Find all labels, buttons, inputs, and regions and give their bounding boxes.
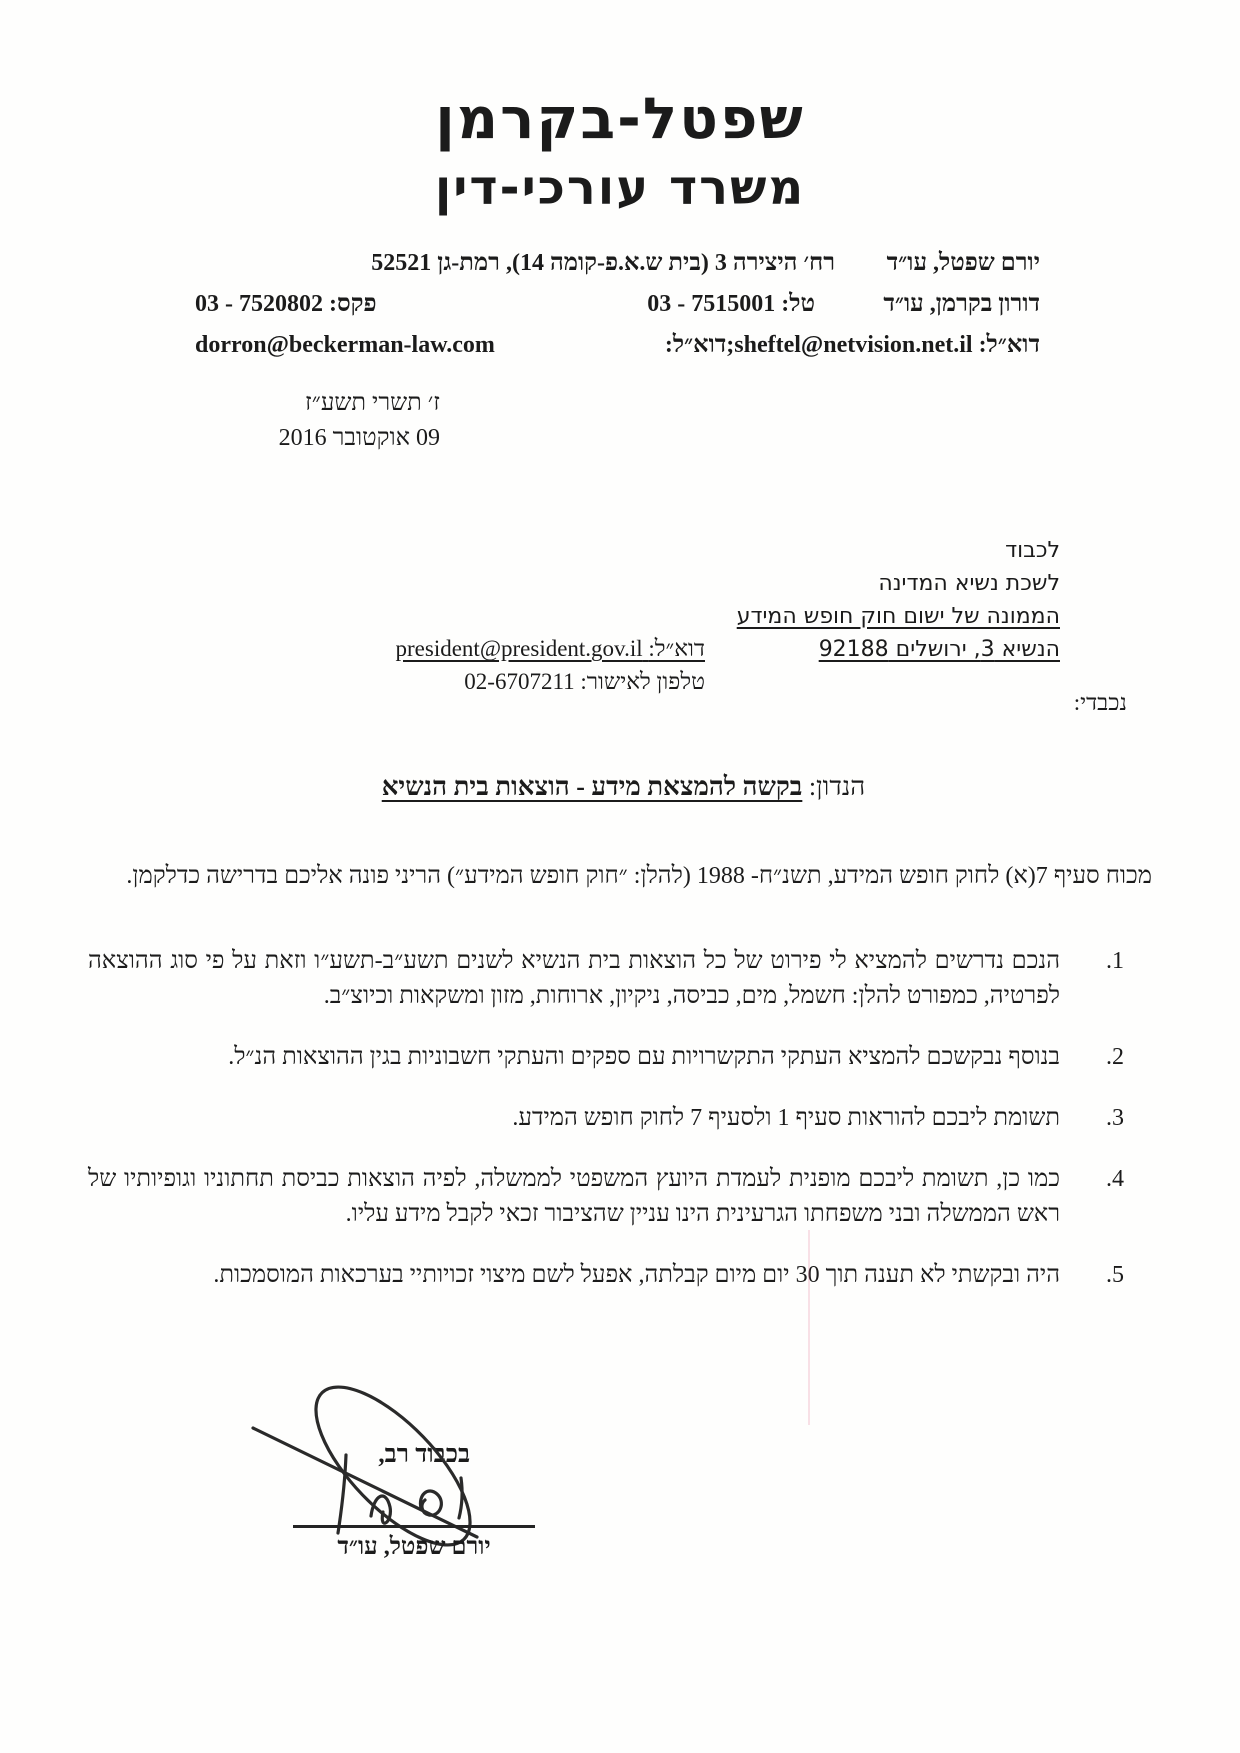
letterhead-contact-block <box>190 250 1040 375</box>
fax-number: 03 - 7520802 <box>195 291 323 317</box>
list-item <box>88 1162 1124 1232</box>
recipient-block <box>737 534 1060 666</box>
office-address: רח׳ היצירה 3 (בית ש.א.פ-קומה 14), רמת-גן 52521 <box>371 250 835 276</box>
lawyer2-name: דורון בקרמן, עו״ד <box>883 291 1040 317</box>
subject-text: בקשה להמצאת מידע - הוצאות בית הנשיא <box>381 772 803 801</box>
email-line-sheftel <box>665 332 1040 359</box>
list-item <box>88 944 1124 1014</box>
signer-name: יורם שפטל, עו״ד <box>293 1525 535 1561</box>
item-text: הנכם נדרשים להמציא לי פירוט של כל הוצאות בית הנשיא לשנים תשע״ב-תשע״ו וזאת על פי סוג ההוצאה לפרטיה, כמפורט להלן: חשמל, מים, כביסה, ניקיון, ארוחות, מזון ומשקאות וכיוצ״ב. <box>88 948 1060 1009</box>
intro-paragraph: מכוח סעיף 7(א) לחוק חופש המידע, תשנ״ח- 1988 (להלן: ״חוק חופש המידע״) הריני פונה אליכם בדרישה כדלקמן. <box>126 863 1152 889</box>
recipient-email-label: דוא״ל: <box>648 636 705 661</box>
recipient-address: הנשיא 3, ירושלים 92188 <box>818 637 1060 662</box>
recipient-email-address: president@president.gov.il <box>395 636 643 661</box>
item-text: תשומת ליבכם להוראות סעיף 1 ולסעיף 7 לחוק חופש המידע. <box>512 1105 1060 1131</box>
date-block <box>279 386 440 456</box>
hebrew-date: ז׳ תשרי תשע״ז <box>305 390 440 416</box>
tel-label: טל: <box>781 291 815 317</box>
item-text: בנוסף נבקשכם להמציא העתקי התקשרויות עם ספקים והעתקי חשבוניות בגין ההוצאות הנ״ל. <box>228 1044 1060 1070</box>
item-number: 5. <box>1106 1262 1124 1288</box>
signature-stroke <box>420 1491 441 1515</box>
firm-name: שפטל-בקרמן <box>435 86 805 152</box>
recipient-office: לשכת נשיא המדינה <box>878 571 1060 596</box>
list-item <box>88 1258 1124 1293</box>
closing-salutation: בכבוד רב, <box>378 1441 470 1468</box>
recipient-email-line <box>396 632 705 665</box>
tel-number: 03 - 7515001 <box>647 291 776 317</box>
item-number: 4. <box>1106 1166 1124 1192</box>
email1-address: sheftel@netvision.net.il <box>734 332 973 358</box>
lawyer1-name: יורם שפטל, עו״ד <box>886 250 1040 276</box>
signature-stroke <box>253 1428 477 1537</box>
gregorian-date: 09 אוקטובר 2016 <box>278 425 440 451</box>
fax-line <box>195 291 377 318</box>
recipient-salutation: לכבוד <box>1005 538 1060 563</box>
list-item <box>88 1101 1124 1136</box>
list-item <box>88 1040 1124 1075</box>
signature-stroke <box>371 1496 390 1523</box>
item-text: היה ובקשתי לא תענה תוך 30 יום מיום קבלתה, אפעל לשם מיצוי זכויותיי בערכאות המוסמכות. <box>213 1262 1060 1288</box>
item-number: 3. <box>1106 1105 1124 1131</box>
firm-subtitle: משרד עורכי-דין <box>434 160 806 216</box>
item-text: כמו כן, תשומת ליבכם מופנית לעמדת היועץ המשפטי לממשלה, לפיה הוצאות כביסת תחתוניו וגופיותיו של ראש הממשלה ובני משפחתו הגרעינית הינו עניין שהציבור זכאי לקבל מידע עליו. <box>88 1166 1060 1227</box>
fax-label: פקס: <box>329 291 377 317</box>
confirmation-phone-number: 02-6707211 <box>464 669 575 694</box>
phone-line <box>647 291 815 318</box>
subject-label: הנדון: <box>808 772 866 801</box>
confirmation-contact-block <box>396 632 705 698</box>
email2-label: ;דוא״ל: <box>664 332 735 358</box>
scan-artifact-line <box>808 1230 810 1425</box>
letter-body <box>88 856 1152 1319</box>
subject-line <box>95 772 1152 802</box>
email2-address: dorron@beckerman-law.com <box>195 332 495 358</box>
confirmation-phone-label: טלפון לאישור: <box>580 669 705 694</box>
item-number: 2. <box>1106 1044 1124 1070</box>
item-number: 1. <box>1106 948 1124 974</box>
greeting: נכבדי: <box>1073 690 1127 715</box>
confirmation-phone-line <box>396 665 705 698</box>
recipient-role: הממונה של ישום חוק חופש המידע <box>736 604 1060 629</box>
email1-label: דוא״ל: <box>978 332 1040 358</box>
